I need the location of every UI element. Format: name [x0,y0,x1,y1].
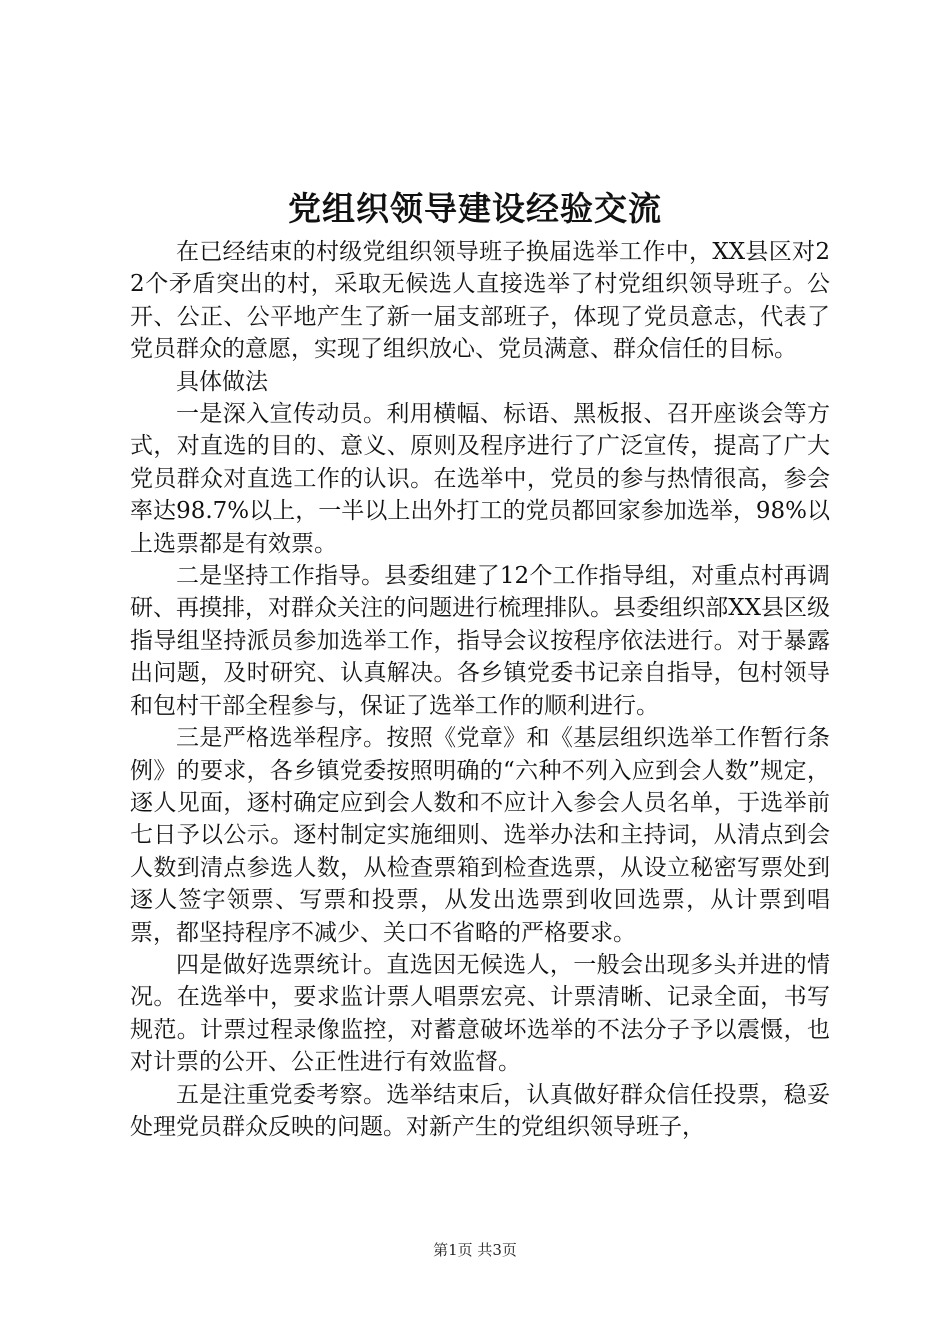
paragraph-procedure: 三是严格选举程序。按照《党章》和《基层组织选举工作暂行条例》的要求，各乡镇党委按照明确的“六种不列入应到会人数”规定，逐人见面，逐村确定应到会人数和不应计入参会人员名单，于选举前七日予以公示。逐村制定实施细则、选举办法和主持词，从清点到会人数到清点参选人数，从检查票箱到检查选票，从设立秘密写票处到逐人签字领票、写票和投票，从发出选票到收回选票，从计票到唱票，都坚持程序不减少、关口不省略的严格要求。 [130,725,830,946]
paragraph-heading-methods: 具体做法 [176,368,268,395]
paragraph-intro: 在已经结束的村级党组织领导班子换届选举工作中，XX县区对22个矛盾突出的村，采取无候选人直接选举了村党组织领导班子。公开、公正、公平地产生了新一届支部班子，体现了党员意志，代表了党员群众的意愿，实现了组织放心、党员满意、群众信任的目标。 [130,239,830,363]
paragraph-inspection: 五是注重党委考察。选举结束后，认真做好群众信任投票，稳妥处理党员群众反映的问题。对新产生的党组织领导班子， [130,1081,830,1140]
page-footer: 第1页 共3页 [433,1241,517,1259]
paragraph-publicity: 一是深入宣传动员。利用横幅、标语、黑板报、召开座谈会等方式，对直选的目的、意义、原则及程序进行了广泛宣传，提高了广大党员群众对直选工作的认识。在选举中，党员的参与热情很高，参会率达98.7%以上，一半以上出外打工的党员都回家参加选举，98%以上选票都是有效票。 [130,401,830,557]
document-body [130,236,830,1143]
document-title: 党组织领导建设经验交流 [288,189,662,228]
paragraph-counting: 四是做好选票统计。直选因无候选人，一般会出现多头并进的情况。在选举中，要求监计票人唱票宏亮、计票清晰、记录全面，书写规范。计票过程录像监控，对蓄意破坏选举的不法分子予以震慑，也对计票的公开、公正性进行有效监督。 [130,951,830,1076]
paragraph-guidance: 二是坚持工作指导。县委组建了12个工作指导组，对重点村再调研、再摸排，对群众关注的问题进行梳理排队。县委组织部XX县区级指导组坚持派员参加选举工作，指导会议按程序依法进行。对于暴露出问题，及时研究、认真解决。各乡镇党委书记亲自指导，包村领导和包村干部全程参与，保证了选举工作的顺利进行。 [130,563,830,719]
